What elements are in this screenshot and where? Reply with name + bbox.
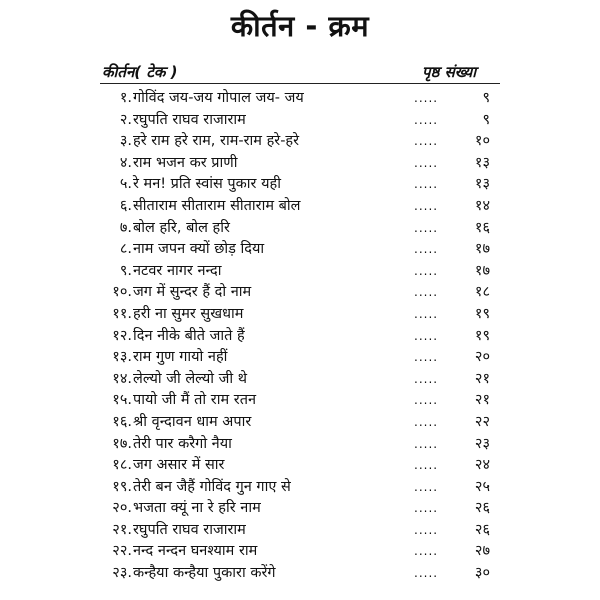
list-item	[0, 390, 600, 412]
list-item	[0, 369, 600, 391]
list-item	[0, 110, 600, 132]
list-item	[0, 131, 600, 153]
list-item	[0, 455, 600, 477]
kirtan-title: गोविंद जय-जय गोपाल जय- जय	[133, 90, 304, 106]
dot-leader: .....	[414, 544, 439, 559]
dot-leader: .....	[414, 306, 439, 321]
kirtan-title: राम भजन कर प्राणी	[133, 154, 238, 171]
dot-leader: .....	[414, 263, 439, 278]
kirtan-title: सीताराम सीताराम सीताराम बोल	[133, 197, 301, 214]
dot-leader: .....	[414, 198, 439, 213]
kirtan-title: तेरी पार करैगो नैया	[133, 435, 232, 452]
page-number: १३	[474, 154, 490, 171]
page-number: २४	[474, 457, 490, 474]
list-item	[0, 412, 600, 434]
kirtan-title: नन्द नन्दन घनश्याम राम	[133, 543, 258, 560]
list-item	[0, 174, 600, 196]
list-item	[0, 218, 600, 240]
list-item	[0, 88, 600, 110]
kirtan-list	[0, 88, 600, 585]
kirtan-title: रघुपति राघव राजाराम	[133, 111, 246, 128]
item-number: २३.	[112, 565, 132, 582]
dot-leader: .....	[414, 414, 439, 429]
kirtan-title: तेरी बन जैहैं गोविंद गुन गाए से	[133, 478, 291, 495]
kirtan-title: बोल हरि, बोल हरि	[133, 219, 230, 236]
dot-leader: .....	[414, 220, 439, 235]
page-number: १९	[474, 327, 490, 344]
page-number: १३	[474, 176, 490, 193]
item-number: २.	[119, 111, 132, 128]
dot-leader: .....	[414, 479, 439, 494]
dot-leader: .....	[414, 371, 439, 386]
item-number: ८.	[119, 241, 132, 258]
list-item	[0, 239, 600, 261]
page-number: २२	[474, 413, 490, 430]
kirtan-title: रघुपति राघव राजाराम	[133, 521, 246, 538]
item-number: १.	[119, 90, 132, 106]
item-number: ७.	[119, 219, 132, 236]
kirtan-title: पायो जी मैं तो राम रतन	[133, 392, 257, 409]
dot-leader: .....	[414, 112, 439, 127]
dot-leader: .....	[414, 134, 439, 149]
dot-leader: .....	[414, 501, 439, 516]
dot-leader: .....	[414, 393, 439, 408]
list-item	[0, 304, 600, 326]
table-header	[0, 62, 600, 82]
dot-leader: .....	[414, 350, 439, 365]
page-number: २६	[474, 521, 490, 538]
list-item	[0, 261, 600, 283]
kirtan-title: दिन नीके बीते जाते हैं	[133, 327, 245, 344]
list-item	[0, 563, 600, 585]
page-number: २०	[474, 349, 490, 366]
dot-leader: .....	[414, 566, 439, 581]
kirtan-title: श्री वृन्दावन धाम अपार	[133, 413, 252, 430]
item-number: १२.	[112, 327, 132, 344]
item-number: १०.	[112, 284, 132, 301]
kirtan-title: लेल्यो जी लेल्यो जी थे	[133, 370, 247, 387]
dot-leader: .....	[414, 328, 439, 343]
page-number: १०	[474, 133, 490, 150]
item-number: १३.	[112, 349, 132, 366]
kirtan-title: रे मन! प्रति स्वांस पुकार यही	[133, 176, 281, 193]
dot-leader: .....	[414, 177, 439, 192]
header-page-number-label: पृष्ठ संख्या	[422, 63, 477, 81]
kirtan-title: राम गुण गायो नहीं	[133, 349, 228, 366]
kirtan-title: जग में सुन्दर हैं दो नाम	[133, 284, 252, 301]
page-number: २७	[474, 543, 490, 560]
list-item	[0, 520, 600, 542]
item-number: १९.	[112, 478, 132, 495]
kirtan-title: हरे राम हरे राम, राम-राम हरे-हरे	[133, 133, 300, 150]
item-number: १७.	[112, 435, 132, 452]
page-number: १९	[474, 305, 490, 322]
page-number: ३०	[474, 565, 490, 582]
header-divider	[100, 83, 500, 84]
list-item	[0, 153, 600, 175]
dot-leader: .....	[414, 285, 439, 300]
page-number: १७	[474, 241, 490, 258]
item-number: ६.	[119, 197, 132, 214]
list-item	[0, 477, 600, 499]
page-number: २६	[474, 500, 490, 517]
list-item	[0, 196, 600, 218]
kirtan-title: नाम जपन क्यों छोड़ दिया	[133, 241, 265, 258]
header-kirtan-label: कीर्तन( टेक )	[102, 63, 178, 81]
item-number: १८.	[112, 457, 132, 474]
item-number: १४.	[112, 370, 132, 387]
page-number: १७	[474, 262, 490, 279]
item-number: २१.	[112, 521, 132, 538]
page-number: १८	[474, 284, 490, 301]
item-number: ४.	[119, 154, 132, 171]
dot-leader: .....	[414, 458, 439, 473]
page-number: २३	[474, 435, 490, 452]
page-number: १६	[474, 219, 490, 236]
item-number: ९.	[119, 262, 132, 279]
kirtan-title: कन्हैया कन्हैया पुकारा करेंगे	[133, 565, 276, 582]
item-number: १६.	[112, 413, 132, 430]
kirtan-title: नटवर नागर नन्दा	[133, 262, 222, 279]
item-number: २२.	[112, 543, 132, 560]
item-number: ५.	[119, 176, 132, 193]
page-number: २१	[474, 370, 490, 387]
list-item	[0, 434, 600, 456]
dot-leader: .....	[414, 436, 439, 451]
list-item	[0, 282, 600, 304]
dot-leader: .....	[414, 242, 439, 257]
item-number: १५.	[112, 392, 132, 409]
page-number: १४	[474, 197, 490, 214]
list-item	[0, 541, 600, 563]
list-item	[0, 347, 600, 369]
list-item	[0, 326, 600, 348]
page-number: २५	[474, 478, 490, 495]
kirtan-title: हरी ना सुमर सुखधाम	[133, 305, 244, 322]
item-number: ३.	[119, 133, 132, 150]
dot-leader: .....	[414, 91, 439, 105]
dot-leader: .....	[414, 522, 439, 537]
item-number: ११.	[112, 305, 132, 322]
list-item	[0, 498, 600, 520]
page-title: कीर्तन - क्रम	[230, 9, 370, 43]
page-number: २१	[474, 392, 490, 409]
dot-leader: .....	[414, 155, 439, 170]
page-number: ९	[482, 111, 490, 128]
item-number: २०.	[112, 500, 132, 517]
kirtan-title: भजता क्यूं ना रे हरि नाम	[133, 500, 261, 517]
kirtan-title: जग असार में सार	[133, 457, 225, 474]
page-number: ९	[482, 90, 490, 106]
